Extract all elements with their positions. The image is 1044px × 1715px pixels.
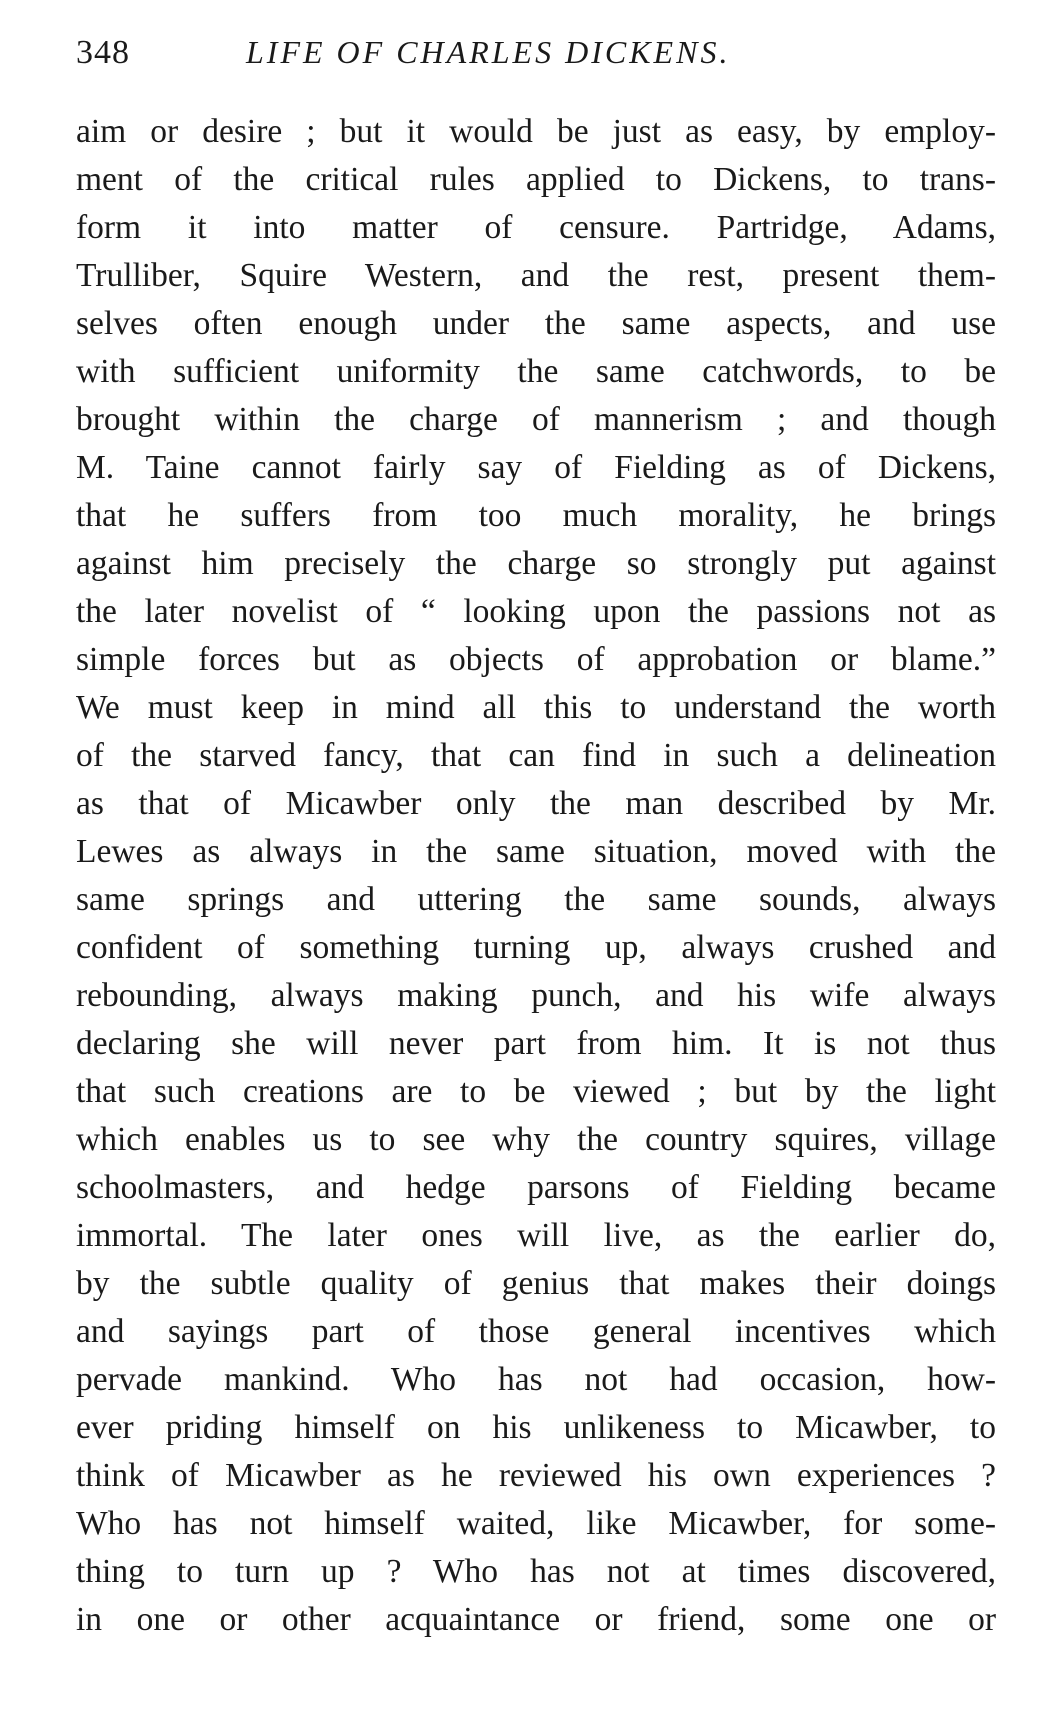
text-line: which enables us to see why the country squires, village [76,1121,996,1158]
text-line: with sufficient uniformity the same catchwords, to be [76,353,996,390]
text-line: the later novelist of “ looking upon the passions not as [76,593,996,630]
text-line: think of Micawber as he reviewed his own experiences ? [76,1457,996,1494]
text-line: declaring she will never part from him. It is not thus [76,1025,996,1062]
page-header [76,34,996,94]
text-line: of the starved fancy, that can find in such a delineation [76,737,996,774]
text-line: Trulliber, Squire Western, and the rest, present them- [76,257,996,294]
text-line: ever priding himself on his unlikeness to Micawber, to [76,1409,996,1446]
body-text [76,108,996,1644]
text-line: simple forces but as objects of approbation or blame.” [76,641,996,678]
text-line: immortal. The later ones will live, as the earlier do, [76,1217,996,1254]
text-line: We must keep in mind all this to understand the worth [76,689,996,726]
page-number: 348 [76,34,130,71]
text-line: thing to turn up ? Who has not at times discovered, [76,1553,996,1590]
text-line: in one or other acquaintance or friend, some one or [76,1601,996,1638]
text-line: M. Taine cannot fairly say of Fielding as of Dickens, [76,449,996,486]
text-line: confident of something turning up, always crushed and [76,929,996,966]
text-line: Lewes as always in the same situation, moved with the [76,833,996,870]
text-line: selves often enough under the same aspects, and use [76,305,996,342]
text-line: same springs and uttering the same sounds, always [76,881,996,918]
text-line: ment of the critical rules applied to Dickens, to trans- [76,161,996,198]
text-line: that such creations are to be viewed ; but by the light [76,1073,996,1110]
text-line: against him precisely the charge so strongly put against [76,545,996,582]
text-line: Who has not himself waited, like Micawber, for some- [76,1505,996,1542]
text-line: by the subtle quality of genius that makes their doings [76,1265,996,1302]
text-line: brought within the charge of mannerism ; and though [76,401,996,438]
text-line: that he suffers from too much morality, he brings [76,497,996,534]
text-line: pervade mankind. Who has not had occasion, how- [76,1361,996,1398]
text-line: schoolmasters, and hedge parsons of Fielding became [76,1169,996,1206]
text-line: aim or desire ; but it would be just as easy, by employ- [76,113,996,150]
running-head: LIFE OF CHARLES DICKENS. [246,34,731,70]
text-line: and sayings part of those general incentives which [76,1313,996,1350]
text-line: form it into matter of censure. Partridge, Adams, [76,209,996,246]
text-line: as that of Micawber only the man described by Mr. [76,785,996,822]
text-line: rebounding, always making punch, and his wife always [76,977,996,1014]
